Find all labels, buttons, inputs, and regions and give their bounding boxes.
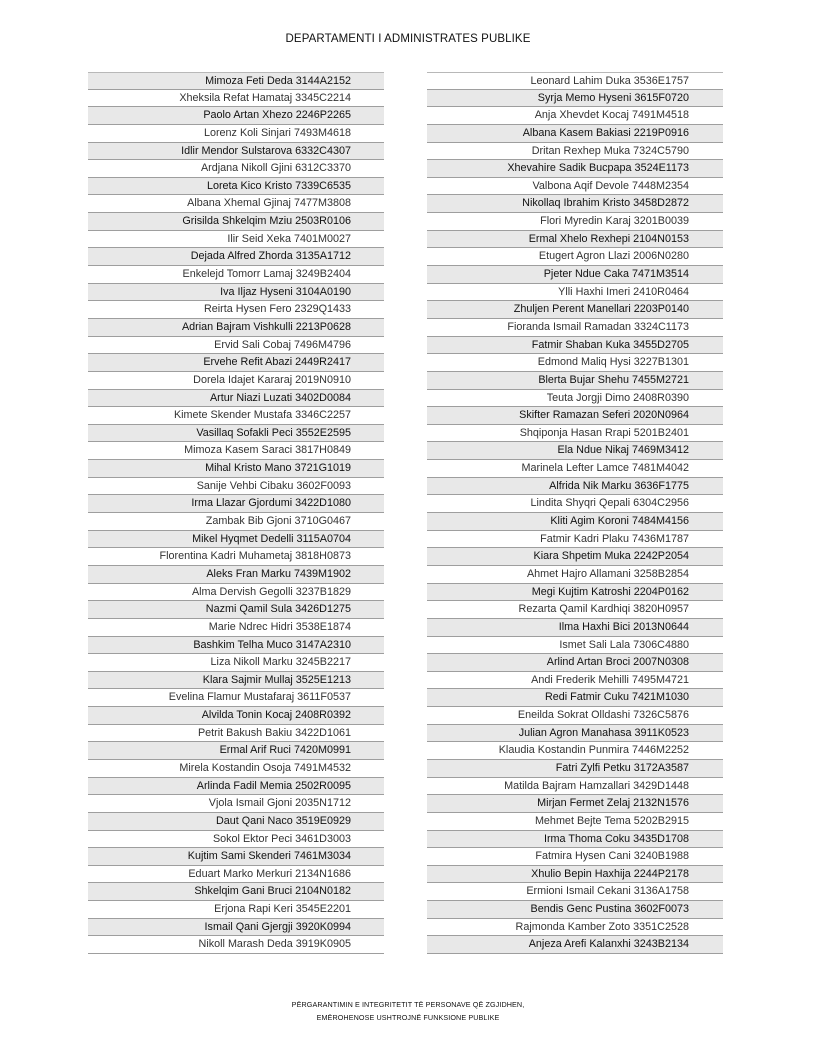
list-item: Erjona Rapi Keri 3545E2201 [88,901,384,919]
list-item: Flori Myredin Karaj 3201B0039 [427,213,723,231]
list-item: Anja Xhevdet Kocaj 7491M4518 [427,107,723,125]
list-item: Zambak Bib Gjoni 3710G0467 [88,513,384,531]
list-item: Kiara Shpetim Muka 2242P2054 [427,548,723,566]
list-item: Vjola Ismail Gjoni 2035N1712 [88,795,384,813]
list-item: Andi Frederik Mehilli 7495M4721 [427,672,723,690]
list-item: Daut Qani Naco 3519E0929 [88,813,384,831]
list-item: Fatmir Kadri Plaku 7436M1787 [427,531,723,549]
list-item: Ervehe Refit Abazi 2449R2417 [88,354,384,372]
list-item: Klara Sajmir Mullaj 3525E1213 [88,672,384,690]
list-item: Ismail Qani Gjergji 3920K0994 [88,919,384,937]
list-item: Mihal Kristo Mano 3721G1019 [88,460,384,478]
list-item: Alfrida Nik Marku 3636F1775 [427,478,723,496]
list-item: Klaudia Kostandin Punmira 7446M2252 [427,742,723,760]
list-item: Ardjana Nikoll Gjini 6312C3370 [88,160,384,178]
list-item: Artur Niazi Luzati 3402D0084 [88,390,384,408]
footer-line-2: EMËROHENOSE USHTROJNË FUNKSIONE PUBLIKE [316,1013,500,1022]
list-item: Anjeza Arefi Kalanxhi 3243B2134 [427,936,723,954]
list-item: Fioranda Ismail Ramadan 3324C1173 [427,319,723,337]
list-item: Loreta Kico Kristo 7339C6535 [88,178,384,196]
list-item: Ermal Arif Ruci 7420M0991 [88,742,384,760]
list-item: Ervid Sali Cobaj 7496M4796 [88,337,384,355]
list-item: Leonard Lahim Duka 3536E1757 [427,72,723,90]
list-item: Fatmira Hysen Cani 3240B1988 [427,848,723,866]
list-item: Adrian Bajram Vishkulli 2213P0628 [88,319,384,337]
list-item: Ela Ndue Nikaj 7469M3412 [427,442,723,460]
list-item: Ilma Haxhi Bici 2013N0644 [427,619,723,637]
list-item: Reirta Hysen Fero 2329Q1433 [88,301,384,319]
list-item: Julian Agron Manahasa 3911K0523 [427,725,723,743]
list-item: Kimete Skender Mustafa 3346C2257 [88,407,384,425]
list-item: Grisilda Shkelqim Mziu 2503R0106 [88,213,384,231]
list-item: Ismet Sali Lala 7306C4880 [427,637,723,655]
list-item: Ermioni Ismail Cekani 3136A1758 [427,883,723,901]
list-item: Ermal Xhelo Rexhepi 2104N0153 [427,231,723,249]
list-item: Fatmir Shaban Kuka 3455D2705 [427,337,723,355]
list-item: Megi Kujtim Katroshi 2204P0162 [427,584,723,602]
list-item: Mikel Hyqmet Dedelli 3115A0704 [88,531,384,549]
list-item: Mirjan Fermet Zelaj 2132N1576 [427,795,723,813]
list-item: Rezarta Qamil Kardhiqi 3820H0957 [427,601,723,619]
list-item: Albana Kasem Bakiasi 2219P0916 [427,125,723,143]
list-item: Xhulio Bepin Haxhija 2244P2178 [427,866,723,884]
list-item: Irma Llazar Gjordumi 3422D1080 [88,495,384,513]
page-title: DEPARTAMENTI I ADMINISTRATES PUBLIKE [285,33,531,45]
list-item: Sanije Vehbi Cibaku 3602F0093 [88,478,384,496]
list-item: Ahmet Hajro Allamani 3258B2854 [427,566,723,584]
list-item: Shqiponja Hasan Rrapi 5201B2401 [427,425,723,443]
list-item: Irma Thoma Coku 3435D1708 [427,831,723,849]
list-item: Alma Dervish Gegolli 3237B1829 [88,584,384,602]
list-item: Edmond Maliq Hysi 3227B1301 [427,354,723,372]
list-item: Albana Xhemal Gjinaj 7477M3808 [88,195,384,213]
list-item: Lorenz Koli Sinjari 7493M4618 [88,125,384,143]
list-item: Shkelqim Gani Bruci 2104N0182 [88,883,384,901]
list-item: Marinela Lefter Lamce 7481M4042 [427,460,723,478]
list-item: Pjeter Ndue Caka 7471M3514 [427,266,723,284]
list-item: Mimoza Feti Deda 3144A2152 [88,72,384,90]
list-item: Lindita Shyqri Qepali 6304C2956 [427,495,723,513]
list-item: Arlind Artan Broci 2007N0308 [427,654,723,672]
list-item: Kliti Agim Koroni 7484M4156 [427,513,723,531]
list-item: Eduart Marko Merkuri 2134N1686 [88,866,384,884]
list-item: Fatri Zylfi Petku 3172A3587 [427,760,723,778]
list-item: Idlir Mendor Sulstarova 6332C4307 [88,143,384,161]
list-item: Dritan Rexhep Muka 7324C5790 [427,143,723,161]
list-item: Etugert Agron Llazi 2006N0280 [427,248,723,266]
list-item: Eneilda Sokrat Olldashi 7326C5876 [427,707,723,725]
list-item: Bashkim Telha Muco 3147A2310 [88,637,384,655]
list-item: Xhevahire Sadik Bucpapa 3524E1173 [427,160,723,178]
list-item: Iva Iljaz Hyseni 3104A0190 [88,284,384,302]
list-item: Evelina Flamur Mustafaraj 3611F0537 [88,689,384,707]
list-item: Dorela Idajet Kararaj 2019N0910 [88,372,384,390]
list-item: Xheksila Refat Hamataj 3345C2214 [88,90,384,108]
page-footer [0,998,816,1024]
list-item: Redi Fatmir Cuku 7421M1030 [427,689,723,707]
left-name-list [88,72,384,954]
list-item: Paolo Artan Xhezo 2246P2265 [88,107,384,125]
list-item: Florentina Kadri Muhametaj 3818H0873 [88,548,384,566]
list-item: Skifter Ramazan Seferi 2020N0964 [427,407,723,425]
right-name-list [427,72,723,954]
list-item: Mehmet Bejte Tema 5202B2915 [427,813,723,831]
list-item: Ilir Seid Xeka 7401M0027 [88,231,384,249]
list-item: Mirela Kostandin Osoja 7491M4532 [88,760,384,778]
list-item: Sokol Ektor Peci 3461D3003 [88,831,384,849]
list-item: Valbona Aqif Devole 7448M2354 [427,178,723,196]
list-item: Enkelejd Tomorr Lamaj 3249B2404 [88,266,384,284]
list-item: Marie Ndrec Hidri 3538E1874 [88,619,384,637]
list-item: Dejada Alfred Zhorda 3135A1712 [88,248,384,266]
list-item: Matilda Bajram Hamzallari 3429D1448 [427,778,723,796]
list-item: Blerta Bujar Shehu 7455M2721 [427,372,723,390]
list-item: Mimoza Kasem Saraci 3817H0849 [88,442,384,460]
list-item: Teuta Jorgji Dimo 2408R0390 [427,390,723,408]
list-item: Ylli Haxhi Imeri 2410R0464 [427,284,723,302]
list-item: Nazmi Qamil Sula 3426D1275 [88,601,384,619]
list-item: Nikollaq Ibrahim Kristo 3458D2872 [427,195,723,213]
list-item: Kujtim Sami Skenderi 7461M3034 [88,848,384,866]
list-item: Nikoll Marash Deda 3919K0905 [88,936,384,954]
list-item: Zhuljen Perent Manellari 2203P0140 [427,301,723,319]
footer-line-1: PËRGARANTIMIN E INTEGRITETIT TË PERSONAVE QË ZGJIDHEN, [291,1000,525,1009]
list-item: Aleks Fran Marku 7439M1902 [88,566,384,584]
list-item: Bendis Genc Pustina 3602F0073 [427,901,723,919]
list-item: Liza Nikoll Marku 3245B2217 [88,654,384,672]
list-item: Syrja Memo Hyseni 3615F0720 [427,90,723,108]
list-item: Petrit Bakush Bakiu 3422D1061 [88,725,384,743]
list-item: Vasillaq Sofakli Peci 3552E2595 [88,425,384,443]
list-item: Alvilda Tonin Kocaj 2408R0392 [88,707,384,725]
list-item: Arlinda Fadil Memia 2502R0095 [88,778,384,796]
list-item: Rajmonda Kamber Zoto 3351C2528 [427,919,723,937]
